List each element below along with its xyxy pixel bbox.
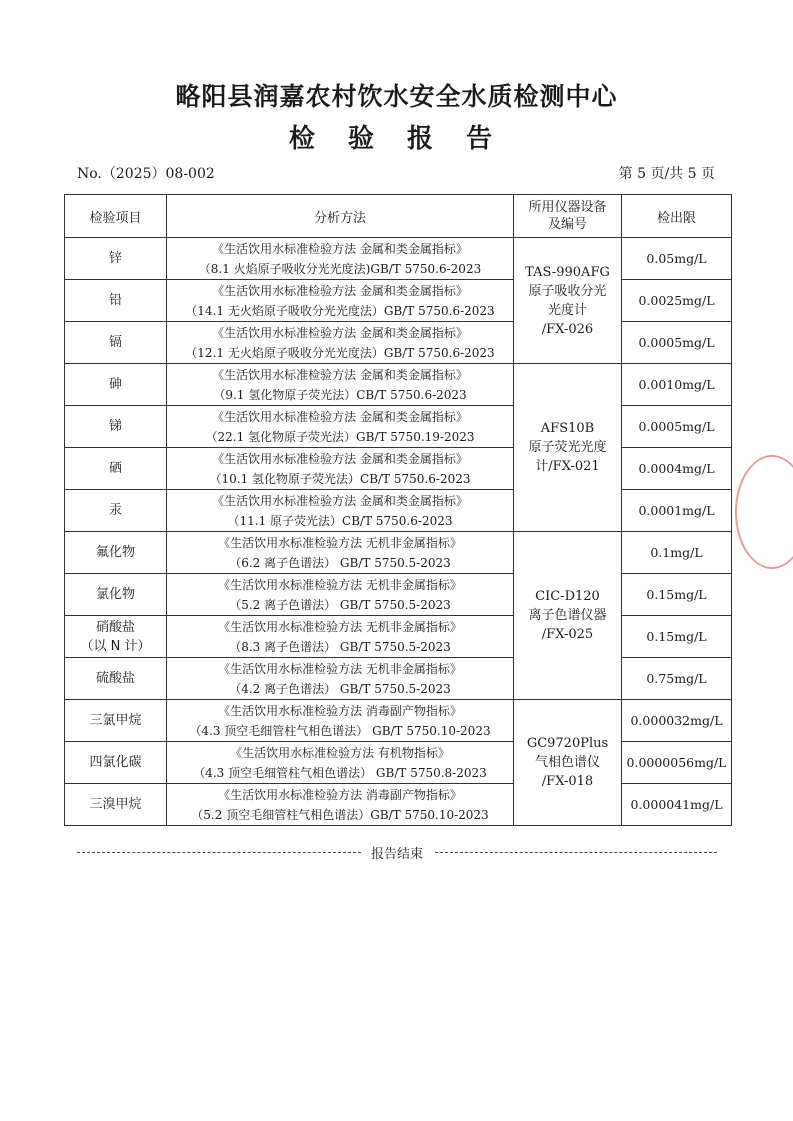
detection-limit: 0.15mg/L — [622, 616, 732, 658]
test-item: 四氯化碳 — [65, 742, 167, 784]
test-item: 三溴甲烷 — [65, 784, 167, 826]
test-item: 铅 — [65, 280, 167, 322]
method-line-1: 《生活饮用水标准检验方法 无机非金属指标》 — [218, 577, 462, 592]
org-title: 略阳县润嘉农村饮水安全水质检测中心 — [175, 82, 618, 111]
method-line-1: 《生活饮用水标准检验方法 金属和类金属指标》 — [212, 241, 468, 256]
analysis-method — [167, 364, 514, 406]
analysis-method — [167, 280, 514, 322]
analysis-method — [167, 742, 514, 784]
detection-limit: 0.0010mg/L — [622, 364, 732, 406]
detection-limit: 0.05mg/L — [622, 238, 732, 280]
method-line-2: （4.3 顶空毛细管柱气相色谱法） GB/T 5750.8-2023 — [193, 765, 487, 780]
detection-limit: 0.0025mg/L — [622, 280, 732, 322]
analysis-method — [167, 490, 514, 532]
test-item: 锑 — [65, 406, 167, 448]
instrument-cell — [514, 364, 622, 532]
instrument-line: CIC-D120 — [535, 589, 600, 604]
method-line-1: 《生活饮用水标准检验方法 金属和类金属指标》 — [212, 325, 468, 340]
table-row — [65, 784, 732, 826]
instrument-line: AFS10B — [540, 421, 595, 436]
header-instrument — [514, 195, 622, 238]
instrument-line: 气相色谱仪 — [534, 755, 600, 770]
test-item: 硒 — [65, 448, 167, 490]
detection-limit: 0.0005mg/L — [622, 406, 732, 448]
analysis-method — [167, 616, 514, 658]
detection-limit: 0.0001mg/L — [622, 490, 732, 532]
method-line-1: 《生活饮用水标准检验方法 金属和类金属指标》 — [212, 409, 468, 424]
method-line-1: 《生活饮用水标准检验方法 金属和类金属指标》 — [212, 451, 468, 466]
method-line-2: （11.1 原子荧光法）CB/T 5750.6-2023 — [227, 513, 453, 528]
detection-limit: 0.15mg/L — [622, 574, 732, 616]
test-item — [65, 616, 167, 658]
analysis-method — [167, 658, 514, 700]
test-items-table — [64, 194, 732, 826]
test-item: 氟化物 — [65, 532, 167, 574]
test-item: 氯化物 — [65, 574, 167, 616]
test-item: 锌 — [65, 238, 167, 280]
table-row — [65, 406, 732, 448]
instrument-cell — [514, 532, 622, 700]
method-line-1: 《生活饮用水标准检验方法 消毒副产物指标》 — [218, 703, 462, 718]
method-line-1: 《生活饮用水标准检验方法 消毒副产物指标》 — [218, 787, 462, 802]
instrument-line: 计/FX-021 — [535, 459, 600, 474]
instrument-line: 原子吸收分光 — [528, 283, 607, 299]
report-end-label: 报告结束 — [370, 847, 423, 862]
report-number: No.（2025）08-002 — [77, 166, 215, 182]
detection-limit: 0.1mg/L — [622, 532, 732, 574]
table-row — [65, 616, 732, 658]
dashed-line-right — [435, 852, 717, 853]
method-line-1: 《生活饮用水标准检验方法 无机非金属指标》 — [218, 619, 462, 634]
instrument-line: 离子色谱仪器 — [528, 608, 607, 623]
table-header-row — [65, 195, 732, 238]
detection-limit: 0.0005mg/L — [622, 322, 732, 364]
method-line-2: （9.1 氢化物原子荧光法）CB/T 5750.6-2023 — [213, 387, 467, 402]
test-item: 汞 — [65, 490, 167, 532]
analysis-method — [167, 784, 514, 826]
seal-stamp — [735, 455, 793, 569]
instrument-line: /FX-025 — [541, 627, 594, 642]
detection-limit: 0.75mg/L — [622, 658, 732, 700]
method-line-2: （5.2 顶空毛细管柱气相色谱法）GB/T 5750.10-2023 — [191, 807, 489, 822]
method-line-1: 《生活饮用水标准检验方法 有机物指标》 — [230, 745, 450, 760]
method-line-2: （6.2 离子色谱法） GB/T 5750.5-2023 — [229, 555, 451, 570]
method-line-2: （8.3 离子色谱法） GB/T 5750.5-2023 — [229, 639, 451, 654]
detection-limit: 0.0000056mg/L — [622, 742, 732, 784]
table-row — [65, 280, 732, 322]
test-item: 砷 — [65, 364, 167, 406]
analysis-method — [167, 322, 514, 364]
method-line-2: （14.1 无火焰原子吸收分光光度法）GB/T 5750.6-2023 — [185, 303, 495, 318]
instrument-cell — [514, 700, 622, 826]
instrument-line: /FX-018 — [541, 774, 594, 789]
table-row — [65, 448, 732, 490]
method-line-2: （5.2 离子色谱法） GB/T 5750.5-2023 — [229, 597, 451, 612]
detection-limit: 0.0004mg/L — [622, 448, 732, 490]
table-row — [65, 658, 732, 700]
table-row — [65, 574, 732, 616]
detection-limit: 0.000041mg/L — [622, 784, 732, 826]
table-row — [65, 742, 732, 784]
detection-limit: 0.000032mg/L — [622, 700, 732, 742]
table-row — [65, 532, 732, 574]
header-instrument-label: 所用仪器设备及编号 — [528, 200, 607, 232]
analysis-method — [167, 238, 514, 280]
instrument-cell — [514, 238, 622, 364]
method-line-2: （10.1 氢化物原子荧光法）CB/T 5750.6-2023 — [209, 471, 471, 486]
instrument-line: /FX-026 — [541, 321, 594, 337]
analysis-method — [167, 406, 514, 448]
method-line-1: 《生活饮用水标准检验方法 无机非金属指标》 — [218, 661, 462, 676]
analysis-method — [167, 700, 514, 742]
method-line-2: （4.2 离子色谱法） GB/T 5750.5-2023 — [229, 681, 451, 696]
analysis-method — [167, 574, 514, 616]
method-line-1: 《生活饮用水标准检验方法 无机非金属指标》 — [218, 535, 462, 550]
test-item-name: 硝酸盐 — [95, 619, 135, 635]
test-item: 硫酸盐 — [65, 658, 167, 700]
test-item: 三氯甲烷 — [65, 700, 167, 742]
instrument-line: GC9720Plus — [526, 736, 609, 751]
instrument-line: TAS-990AFG — [525, 264, 610, 280]
method-line-2: （4.3 顶空毛细管柱气相色谱法） GB/T 5750.10-2023 — [189, 723, 491, 738]
method-line-1: 《生活饮用水标准检验方法 金属和类金属指标》 — [212, 367, 468, 382]
method-line-2: （8.1 火焰原子吸收分光光度法)GB/T 5750.6-2023 — [198, 261, 482, 276]
table-row — [65, 490, 732, 532]
analysis-method — [167, 532, 514, 574]
header-test-item: 检验项目 — [65, 195, 167, 238]
report-end-divider — [77, 843, 717, 863]
method-line-2: （22.1 氢化物原子荧光法）GB/T 5750.19-2023 — [205, 429, 475, 444]
table-row — [65, 700, 732, 742]
table-row — [65, 364, 732, 406]
header-method: 分析方法 — [167, 195, 514, 238]
header-detection-limit: 检出限 — [622, 195, 732, 238]
test-item-note: （以 N 计） — [80, 638, 151, 654]
analysis-method — [167, 448, 514, 490]
method-line-2: （12.1 无火焰原子吸收分光光度法）GB/T 5750.6-2023 — [185, 345, 495, 360]
table-row — [65, 238, 732, 280]
page-number: 第 5 页/共 5 页 — [618, 166, 715, 182]
instrument-line: 光度计 — [547, 302, 587, 318]
method-line-1: 《生活饮用水标准检验方法 金属和类金属指标》 — [212, 493, 468, 508]
table-row — [65, 322, 732, 364]
test-item: 镉 — [65, 322, 167, 364]
report-title: 检 验 报 告 — [288, 124, 505, 154]
method-line-1: 《生活饮用水标准检验方法 金属和类金属指标》 — [212, 283, 468, 298]
instrument-line: 原子荧光光度 — [528, 440, 607, 455]
